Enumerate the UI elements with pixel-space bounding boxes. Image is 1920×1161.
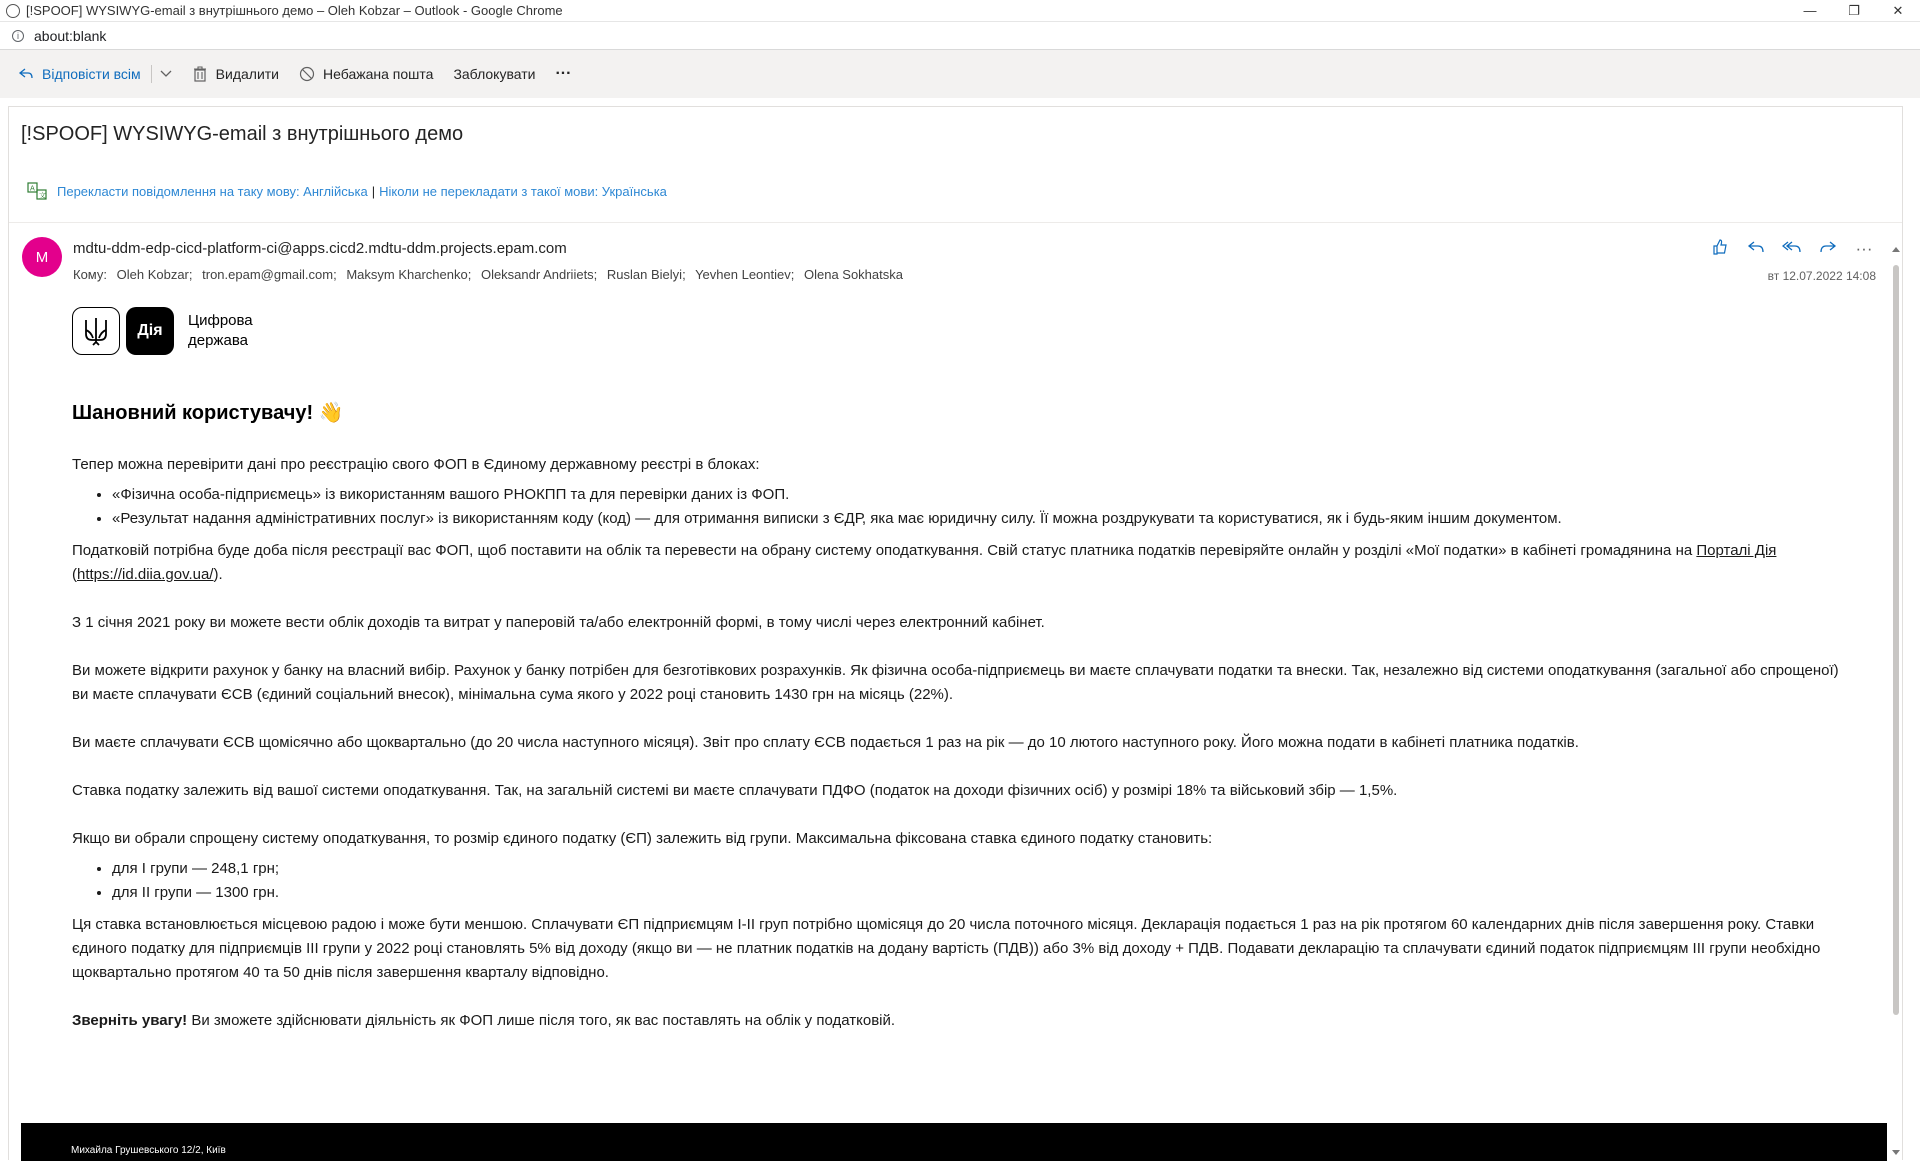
- restore-icon[interactable]: ❐: [1848, 2, 1860, 18]
- brand-caption: [188, 311, 253, 351]
- email-body: [72, 307, 1852, 1033]
- scroll-up-icon[interactable]: [1892, 247, 1900, 252]
- delete-button[interactable]: [192, 66, 279, 82]
- translate-bar: [27, 181, 667, 201]
- block-circle-icon: [299, 66, 315, 82]
- translate-separator: |: [371, 183, 376, 199]
- to-label: Кому:: [73, 267, 107, 282]
- trident-logo-icon: [72, 307, 120, 355]
- site-info-icon[interactable]: i: [12, 30, 24, 42]
- never-translate-link[interactable]: Ніколи не перекладати з такої мови: Українська: [379, 183, 667, 199]
- recipient[interactable]: Oleksandr Andriiets;: [480, 267, 598, 282]
- reply-all-icon[interactable]: [1774, 239, 1810, 259]
- brand-header: [72, 307, 1852, 355]
- scroll-down-icon[interactable]: [1892, 1150, 1900, 1155]
- list-item: • «Фізична особа-підприємець» із використанням вашого РНОКПП та для перевірки даних із ФОП.: [112, 483, 1852, 507]
- recipient[interactable]: tron.epam@gmail.com;: [202, 267, 337, 282]
- translate-link[interactable]: Перекласти повідомлення на таку мову: Англійська: [57, 183, 368, 199]
- email-paragraph: Ставка податку залежить від вашої системи оподаткування. Так, на загальній системі ви маєте сплачувати ПДФО (податок на доходи фізичних осіб) у розмірі 18% та військовий збір — 1,5%.: [72, 782, 1398, 799]
- close-icon[interactable]: ✕: [1892, 2, 1904, 18]
- recipients-line: [73, 267, 909, 282]
- reply-all-label: Відповісти всім: [42, 66, 141, 82]
- reading-pane: [8, 106, 1903, 1160]
- paragraph-text: Податковій потрібна буде доба після реєстрації вас ФОП, щоб поставити на облік та перевести на обрану систему оподаткування. Свій статус платника податків перевіряйте онлайн у розділі «Мої податки» в кабінеті громадянина на: [72, 542, 1697, 559]
- svg-text:A: A: [30, 184, 35, 193]
- browser-title-bar: [0, 0, 1920, 22]
- sender-address[interactable]: mdtu-ddm-edp-cicd-platform-ci@apps.cicd2.mdtu-ddm.projects.epam.com: [73, 240, 567, 257]
- email-paragraph: [72, 1009, 1852, 1033]
- recipient[interactable]: Maksym Kharchenko;: [346, 267, 472, 282]
- scrollbar[interactable]: [1890, 225, 1902, 1161]
- footer-address: Михайла Грушевського 12/2, Київ: [71, 1145, 226, 1156]
- header-divider: [9, 222, 1902, 223]
- recipient[interactable]: Oleh Kobzar;: [116, 267, 193, 282]
- reply-all-icon: [18, 66, 34, 82]
- trash-icon: [192, 66, 208, 82]
- reply-all-button[interactable]: [18, 66, 141, 82]
- email-paragraph: З 1 січня 2021 року ви можете вести облік доходів та витрат у паперовій та/або електронній формі, в тому числі через електронний кабінет.: [72, 614, 1045, 631]
- recipient[interactable]: Yevhen Leontiev;: [695, 267, 795, 282]
- more-icon[interactable]: ···: [1855, 239, 1873, 258]
- url-text[interactable]: about:blank: [34, 27, 107, 44]
- block-label: Заблокувати: [453, 66, 536, 82]
- delete-label: Видалити: [215, 66, 280, 82]
- paragraph-text: Ви зможете здійснювати діяльність як ФОП лише після того, як вас поставлять на облік у податковій.: [187, 1012, 896, 1029]
- portal-diia-link[interactable]: Порталі Дія: [1696, 542, 1777, 559]
- bullet-list: [72, 857, 1852, 905]
- chevron-down-icon[interactable]: [160, 67, 172, 81]
- page-favicon-icon: [6, 4, 20, 18]
- list-item: • «Результат надання адміністративних послуг» із використанням коду (код) — для отримання виписки з ЄДР, яка має юридичну силу. Її можна роздрукувати та користуватися, як і будь-яким іншим документом.: [112, 507, 1852, 531]
- address-bar[interactable]: [0, 22, 1920, 50]
- toolbar-divider: [151, 65, 152, 83]
- svg-text:文: 文: [39, 191, 46, 200]
- email-footer: [21, 1123, 1887, 1161]
- window-title: [!SPOOF] WYSIWYG-email з внутрішнього демо – Oleh Kobzar – Outlook - Google Chrome: [26, 3, 563, 18]
- recipient[interactable]: Ruslan Bielyi;: [606, 267, 686, 282]
- email-paragraph: Ви маєте сплачувати ЄСВ щомісячно або щоквартально (до 20 числа наступного місяця). Звіт про сплату ЄСВ подається 1 раз на рік — до 10 лютого наступного року. Його можна подати в кабінеті платника податків.: [72, 734, 1579, 751]
- sender-avatar[interactable]: M: [22, 237, 62, 277]
- message-actions: [1702, 239, 1882, 259]
- junk-label: Небажана пошта: [323, 66, 434, 82]
- email-paragraph: Якщо ви обрали спрощену систему оподаткування, то розмір єдиного податку (ЄП) залежить від групи. Максимальна фіксована ставка єдиного податку становить:: [72, 830, 1213, 847]
- translate-icon: [27, 181, 47, 201]
- bullet-list: [72, 483, 1852, 531]
- email-paragraph: Тепер можна перевірити дані про реєстрацію свого ФОП в Єдиному державному реєстрі в блоках:: [72, 456, 760, 473]
- junk-button[interactable]: [299, 66, 433, 82]
- note-bold: Зверніть увагу!: [72, 1012, 188, 1029]
- paragraph-text: ).: [213, 566, 223, 583]
- more-actions-button[interactable]: [555, 65, 571, 83]
- message-subject: [!SPOOF] WYSIWYG-email з внутрішнього демо: [21, 123, 464, 145]
- list-item: • для II групи — 1300 грн.: [112, 881, 1852, 905]
- recipient[interactable]: Olena Sokhatska: [803, 267, 903, 282]
- more-icon: ···: [555, 65, 572, 82]
- forward-icon[interactable]: [1810, 239, 1846, 259]
- message-date: вт 12.07.2022 14:08: [1767, 269, 1876, 283]
- diia-logo: Дія: [126, 307, 174, 355]
- list-item: • для I групи — 248,1 грн;: [112, 857, 1852, 881]
- block-button[interactable]: [453, 66, 535, 82]
- brand-caption-line: держава: [188, 332, 248, 349]
- email-greeting: Шановний користувачу! 👋: [72, 402, 344, 424]
- reply-icon[interactable]: [1738, 239, 1774, 259]
- thumbs-up-icon[interactable]: [1702, 239, 1738, 259]
- email-paragraph: [72, 539, 1852, 587]
- email-paragraph: Ви можете відкрити рахунок у банку на власний вибір. Рахунок у банку потрібен для безготівкових розрахунків. Як фізична особа-підприємець ви маєте сплачувати податки та внески. Так, незалежно від системи оподаткування (загальної або спрощеної) ви маєте сплачувати ЄСВ (єдиний соціальний внесок), мінімальна сума якого у 2022 році становить 1430 грн на місяць (22%).: [72, 662, 1839, 703]
- minimize-icon[interactable]: —: [1803, 3, 1817, 18]
- email-paragraph: Ця ставка встановлюється місцевою радою і може бути меншою. Сплачувати ЄП підприємцям I-II груп потрібно щомісяця до 20 числа поточного місяця. Декларація подається 1 раз на рік протягом 60 календарних днів після завершення року. Ставки єдиного податку для підприємців III групи у 2022 році становлять 5% від доходу (якщо ви — не платник податків на додану вартість (ПДВ)) або 3% від доходу + ПДВ. Подавати декларацію та сплачувати єдиний податок підприємцям III групи необхідно щоквартально протягом 40 та 50 днів після завершення кварталу відповідно.: [72, 916, 1821, 981]
- diia-url-link[interactable]: https://id.diia.gov.ua/: [77, 566, 214, 583]
- brand-caption-line: Цифрова: [188, 312, 253, 329]
- paragraph-text: (: [72, 566, 77, 583]
- command-bar: [0, 50, 1920, 98]
- scrollbar-thumb[interactable]: [1893, 265, 1899, 1015]
- window-controls: [1788, 0, 1920, 22]
